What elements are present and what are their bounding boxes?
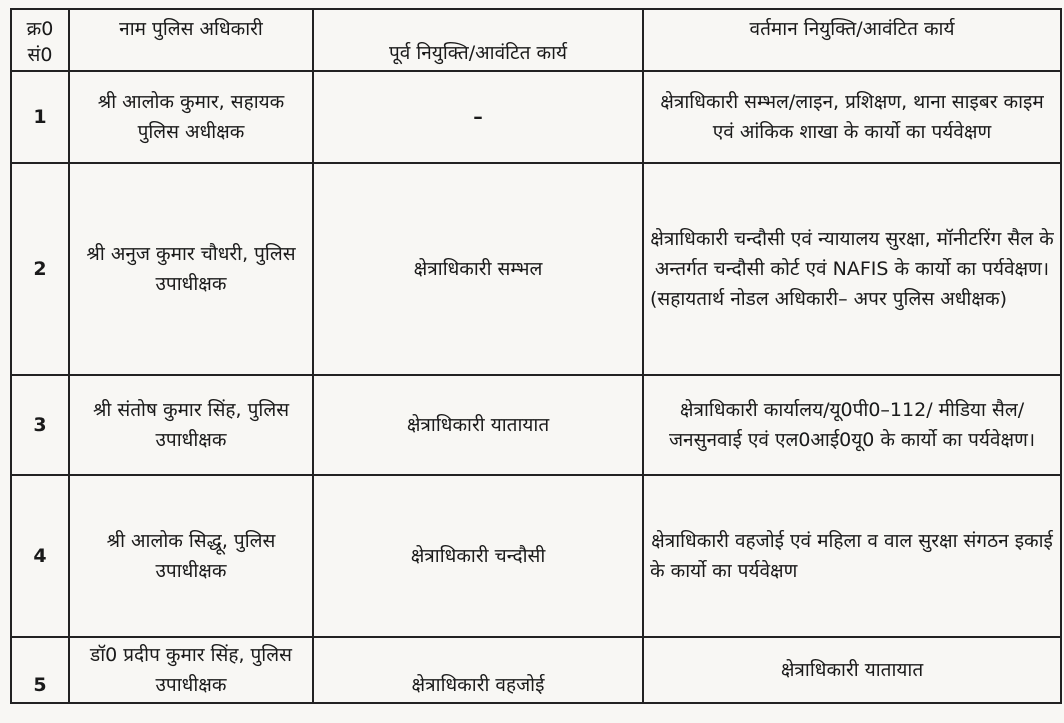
row-previous-posting: क्षेत्राधिकारी वहजोई — [313, 637, 643, 703]
header-current-posting: वर्तमान नियुक्ति/आवंटित कार्य — [643, 9, 1061, 71]
table-header-row — [11, 9, 1061, 71]
row-current-posting: क्षेत्राधिकारी सम्भल/लाइन, प्रशिक्षण, थाना साइबर काइम एवं आंकिक शाखा के कार्यो का पर्यवेक्षण — [643, 71, 1061, 163]
row-serial-number: 5 — [11, 637, 69, 703]
row-officer-name: श्री अनुज कुमार चौधरी, पुलिस उपाधीक्षक — [69, 163, 313, 375]
row-previous-posting: क्षेत्राधिकारी चन्दौसी — [313, 475, 643, 637]
row-officer-name: डॉ0 प्रदीप कुमार सिंह, पुलिस उपाधीक्षक — [69, 637, 313, 703]
row-officer-name: श्री आलोक कुमार, सहायक पुलिस अधीक्षक — [69, 71, 313, 163]
row-previous-posting: – — [313, 71, 643, 163]
header-officer-name: नाम पुलिस अधिकारी — [69, 9, 313, 71]
header-serial-number: क्र0 सं0 — [11, 9, 69, 71]
table-row — [11, 637, 1061, 703]
row-officer-name: श्री आलोक सिद्धू, पुलिस उपाधीक्षक — [69, 475, 313, 637]
officer-posting-table — [10, 8, 1062, 704]
table-row — [11, 71, 1061, 163]
row-previous-posting: क्षेत्राधिकारी सम्भल — [313, 163, 643, 375]
row-serial-number: 3 — [11, 375, 69, 475]
row-current-posting: क्षेत्राधिकारी कार्यालय/यू0पी0–112/ मीडिया सैल/जनसुनवाई एवं एल0आई0यू0 के कार्यो का पर्यवेक्षण। — [643, 375, 1061, 475]
row-officer-name: श्री संतोष कुमार सिंह, पुलिस उपाधीक्षक — [69, 375, 313, 475]
row-current-posting: क्षेत्राधिकारी वहजोई एवं महिला व वाल सुरक्षा संगठन इकाई के कार्यो का पर्यवेक्षण — [643, 475, 1061, 637]
header-previous-posting: पूर्व नियुक्ति/आवंटित कार्य — [313, 9, 643, 71]
row-previous-posting: क्षेत्राधिकारी यातायात — [313, 375, 643, 475]
row-serial-number: 1 — [11, 71, 69, 163]
row-serial-number: 4 — [11, 475, 69, 637]
table-row — [11, 475, 1061, 637]
row-current-posting: क्षेत्राधिकारी चन्दौसी एवं न्यायालय सुरक्षा, मॉनीटरिंग सैल के अन्तर्गत चन्दौसी कोर्ट एवं NAFIS के कार्यो का पर्यवेक्षण। (सहायतार्थ नोडल अधिकारी– अपर पुलिस अधीक्षक) — [643, 163, 1061, 375]
row-serial-number: 2 — [11, 163, 69, 375]
table-row — [11, 375, 1061, 475]
row-current-posting: क्षेत्राधिकारी यातायात — [643, 637, 1061, 703]
table-row — [11, 163, 1061, 375]
